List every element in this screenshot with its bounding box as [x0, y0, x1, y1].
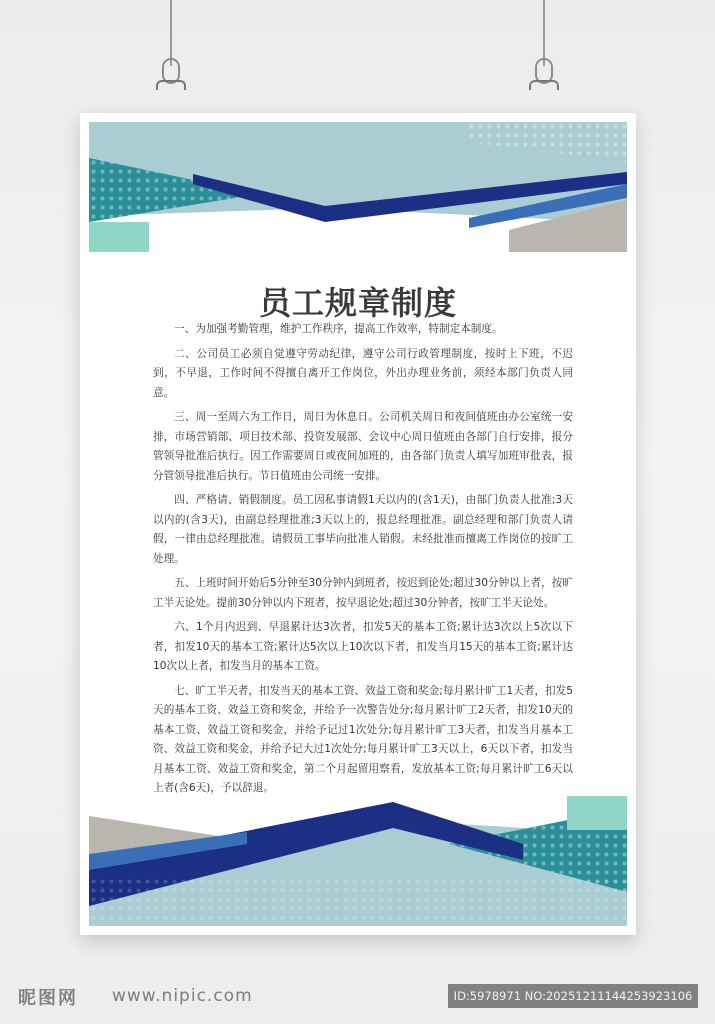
hanging-wire-left [170, 0, 172, 66]
poster-body [153, 320, 573, 804]
paragraph: 六、1个月内迟到、早退累计达3次者，扣发5天的基本工资;累计达3次以上5次以下者，扣发10天的基本工资;累计达5次以上10次以下者，扣发当月15天的基本工资;累计达10次以上者，扣发当月的基本工资。 [153, 621, 573, 672]
site-url: www.nipic.com [112, 986, 253, 1006]
paragraph: 二、公司员工必须自觉遵守劳动纪律，遵守公司行政管理制度，按时上下班，不迟到，不早退，工作时间不得擅自离开工作岗位，外出办理业务前，须经本部门负责人同意。 [153, 347, 573, 399]
hanging-wire-right [543, 0, 545, 66]
paragraph: 一、为加强考勤管理，维护工作秩序，提高工作效率，特制定本制度。 [174, 323, 503, 335]
site-logo: 昵图网 [18, 988, 78, 1009]
paragraph: 五、上班时间开始后5分钟至30分钟内到班者，按迟到论处;超过30分钟以上者，按旷工半天论处。提前30分钟以内下班者，按早退论处;超过30分钟者，按旷工半天论处。 [153, 577, 573, 609]
poster-title: 员工规章制度 [258, 284, 457, 323]
clip-jaw-right [529, 80, 559, 90]
poster-inner [89, 122, 627, 926]
paragraph: 七、旷工半天者，扣发当天的基本工资、效益工资和奖金;每月累计旷工1天者，扣发5天的基本工资、效益工资和奖金，并给予一次警告处分;每月累计旷工2天者，扣发10天的基本工资、效益工资和奖金，并给予记过1次处分;每月累计旷工3天者，扣发当月基本工资、效益工资和奖金，并给予记大过1次处分;每月累计旷工3天以上，6天以下者，扣发当月基本工资、效益工资和奖金，第二个月起留用察看，发放基本工资;每月累计旷工6天以上者(含6天)，予以辞退。 [153, 684, 573, 794]
clip-jaw-left [156, 80, 186, 90]
paragraph: 三、周一至周六为工作日，周日为休息日。公司机关周日和夜间值班由办公室统一安排，市场营销部、项目技术部、投资发展部、会议中心周日值班由各部门自行安排，报分管领导批准后执行。因工作需要周日或夜间加班的，由各部门负责人填写加班审批表，报分管领导批准后执行。节日值班由公司统一安排。 [153, 411, 573, 482]
bottom-decoration [89, 796, 627, 926]
paragraph: 四、严格请、销假制度。员工因私事请假1天以内的(含1天)，由部门负责人批准;3天以内的(含3天)，由副总经理批准;3天以上的，报总经理批准。副总经理和部门负责人请假，一律由总经理批准。请假员工事毕向批准人销假。未经批准而擅离工作岗位的按旷工处理。 [153, 494, 573, 565]
top-decoration [89, 122, 627, 252]
image-id-badge: ID:5978971 NO:20251211144253923106 [448, 984, 698, 1008]
poster [80, 113, 636, 935]
